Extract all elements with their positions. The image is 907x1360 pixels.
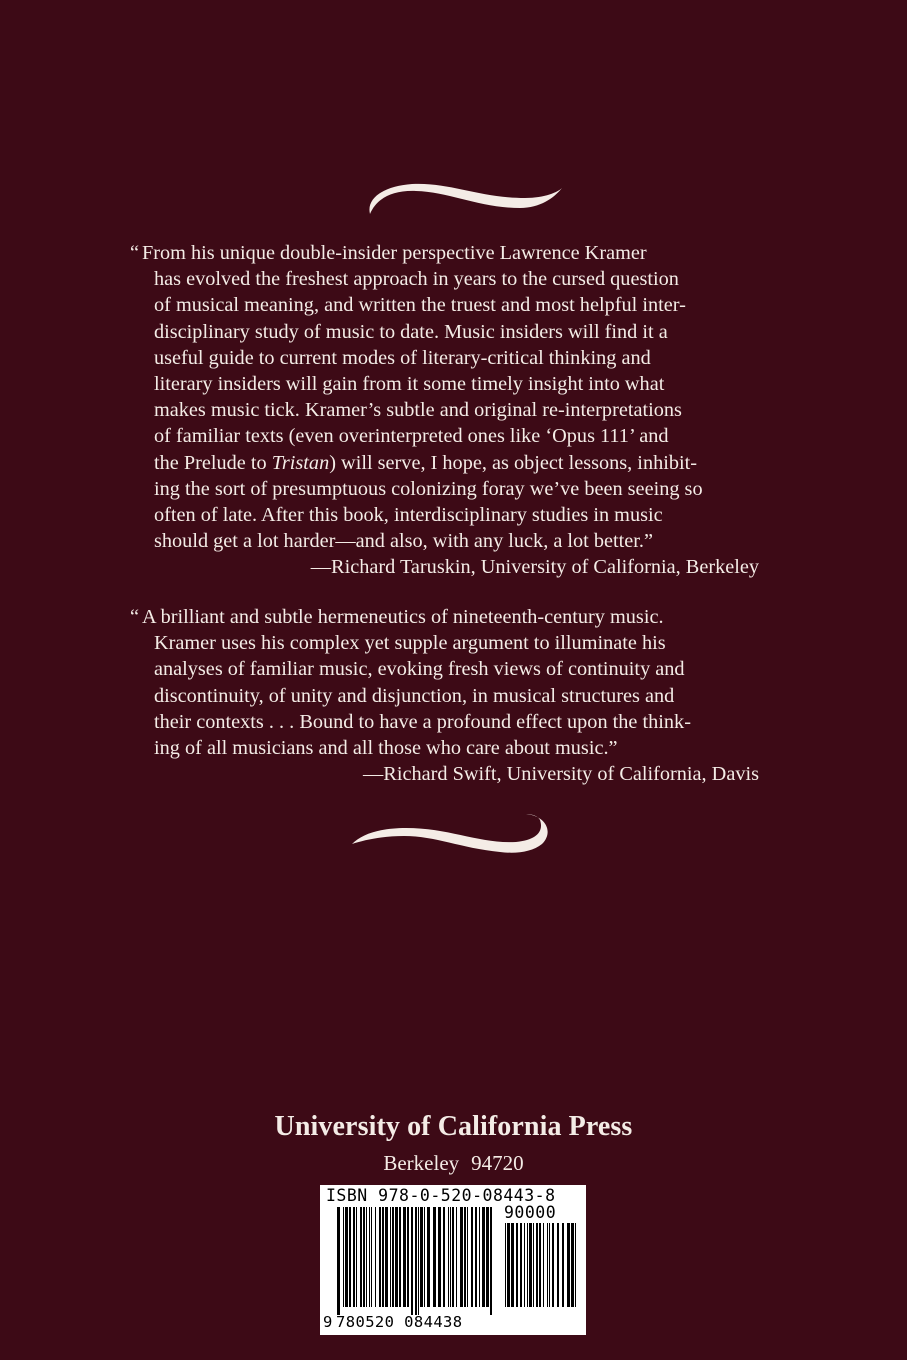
barcode-bar xyxy=(371,1207,372,1307)
barcode-bar xyxy=(424,1207,425,1307)
barcode-bar xyxy=(482,1207,485,1307)
barcode-bar xyxy=(438,1207,441,1307)
barcode-bar xyxy=(345,1207,348,1307)
publisher-name: University of California Press xyxy=(274,1111,633,1142)
barcode-bar xyxy=(450,1207,451,1307)
barcode-bar xyxy=(418,1207,419,1315)
barcode-bar xyxy=(366,1207,367,1307)
barcode-bar xyxy=(575,1223,576,1307)
quote-attribution: —Richard Taruskin, University of California, Berkeley xyxy=(310,556,759,579)
quote-line: discontinuity, of unity and disjunction, in musical structures and xyxy=(154,684,675,707)
barcode-bar xyxy=(337,1207,340,1315)
barcode-bar xyxy=(407,1207,409,1307)
barcode-bar xyxy=(562,1223,564,1307)
endorsement-quote-1 xyxy=(130,240,767,581)
quote-line: often of late. After this book, interdisciplinary studies in music xyxy=(154,504,663,527)
quote-line: makes music tick. Kramer’s subtle and original re-interpretations xyxy=(154,399,682,422)
quote-line: of musical meaning, and written the truest and most helpful inter- xyxy=(154,294,686,317)
quote-line: useful guide to current modes of literary-critical thinking and xyxy=(154,346,651,369)
barcode-bar xyxy=(392,1207,394,1307)
barcode-bar xyxy=(379,1207,381,1307)
quote-line: of familiar texts (even overinterpreted ones like ‘Opus 111’ and xyxy=(154,425,669,448)
quote-line: has evolved the freshest approach in years to the cursed question xyxy=(154,268,679,291)
barcode-bar xyxy=(479,1207,480,1307)
barcode-bar xyxy=(529,1223,532,1307)
ornament-flourish-bottom xyxy=(340,806,570,856)
barcode-bar xyxy=(356,1207,357,1307)
barcode-bar xyxy=(552,1223,554,1307)
barcode-bar xyxy=(547,1223,548,1307)
barcode-bar xyxy=(467,1207,468,1307)
barcode-bar xyxy=(520,1223,522,1307)
barcode-bar xyxy=(448,1207,449,1307)
quote-line: ing the sort of presumptuous colonizing foray we’ve been seeing so xyxy=(154,477,703,500)
barcode-bar xyxy=(549,1223,550,1307)
barcode-bar xyxy=(464,1207,466,1307)
quote-line: “ A brilliant and subtle hermeneutics of nineteenth-century music. xyxy=(142,604,767,630)
barcode-bar xyxy=(527,1223,528,1307)
barcode-bar xyxy=(539,1223,541,1307)
barcode-panel xyxy=(320,1185,586,1335)
barcode-bar xyxy=(507,1223,510,1307)
quote-line: their contexts . . . Bound to have a profound effect upon the think- xyxy=(154,710,691,733)
publisher-city: Berkeley xyxy=(383,1151,460,1175)
italic-title-tristan: Tristan xyxy=(271,451,330,474)
ornament-flourish-top xyxy=(340,176,570,226)
barcode-bar xyxy=(403,1207,406,1307)
addon-barcode xyxy=(504,1223,578,1315)
barcode-bar xyxy=(486,1207,489,1307)
ean-digits: 780520 084438 xyxy=(336,1313,463,1331)
quote-line: literary insiders will gain from it some timely insight into what xyxy=(154,373,665,396)
barcode-bar xyxy=(385,1207,388,1307)
barcode-bar xyxy=(543,1223,544,1307)
barcode-bar xyxy=(490,1207,492,1315)
barcode-bar xyxy=(443,1207,445,1307)
barcode-bar xyxy=(433,1207,436,1307)
barcode-bar xyxy=(460,1207,463,1307)
barcode-bar xyxy=(571,1223,574,1307)
quote-line: analyses of familiar music, evoking fresh views of continuity and xyxy=(154,658,685,681)
barcode-bar xyxy=(353,1207,355,1307)
quote-line: “ From his unique double-insider perspective Lawrence Kramer xyxy=(142,240,767,266)
barcode-bar xyxy=(399,1207,401,1307)
barcode-bar xyxy=(533,1223,534,1307)
barcode-bar xyxy=(369,1207,370,1307)
quote-line: disciplinary study of music to date. Music insiders will find it a xyxy=(154,320,668,343)
barcode-bar xyxy=(524,1223,525,1307)
ean-first-digit: 9 xyxy=(323,1313,333,1331)
barcode-bar xyxy=(536,1223,538,1307)
price-code: 90000 xyxy=(504,1203,557,1222)
barcode-bar xyxy=(375,1207,376,1307)
quote-line: Kramer uses his complex yet supple argument to illuminate his xyxy=(154,632,666,655)
barcode-bar xyxy=(511,1223,514,1307)
publisher-zip: 94720 xyxy=(471,1151,524,1175)
barcode-bar xyxy=(343,1207,344,1307)
barcode-bar xyxy=(427,1207,430,1307)
barcode-bar xyxy=(471,1207,473,1307)
open-quote-mark: “ xyxy=(130,242,140,264)
barcode-bar xyxy=(505,1223,506,1307)
barcode-bar xyxy=(557,1223,559,1307)
barcode-bar xyxy=(349,1207,351,1307)
barcode-bar xyxy=(420,1207,423,1307)
quote-line: should get a lot harder—and also, with any luck, a lot better.” xyxy=(154,530,654,553)
open-quote-mark: “ xyxy=(130,606,140,628)
barcode-bar xyxy=(395,1207,398,1307)
barcode-bar xyxy=(415,1207,417,1315)
barcode-bar xyxy=(390,1207,391,1307)
quote-line: the Prelude to Tristan) will serve, I hope, as object lessons, inhibit- xyxy=(154,451,698,474)
barcode-bar xyxy=(382,1207,384,1307)
barcode-bar xyxy=(475,1207,477,1307)
barcode-bar xyxy=(411,1207,413,1315)
quote-attribution: —Richard Swift, University of California, Davis xyxy=(363,763,759,786)
isbn-label: ISBN 978-0-520-08443-8 xyxy=(326,1186,556,1205)
barcode-bar xyxy=(516,1223,518,1307)
ean-barcode xyxy=(336,1207,494,1315)
endorsement-quote-2 xyxy=(130,604,767,787)
barcode-bar xyxy=(456,1207,457,1307)
barcode-bar xyxy=(363,1207,365,1307)
barcode-bar xyxy=(452,1207,454,1307)
barcode-bar xyxy=(567,1223,570,1307)
publisher-address xyxy=(0,1148,907,1178)
barcode-bar xyxy=(360,1207,362,1307)
quote-line: ing of all musicians and all those who care about music.” xyxy=(154,737,618,760)
